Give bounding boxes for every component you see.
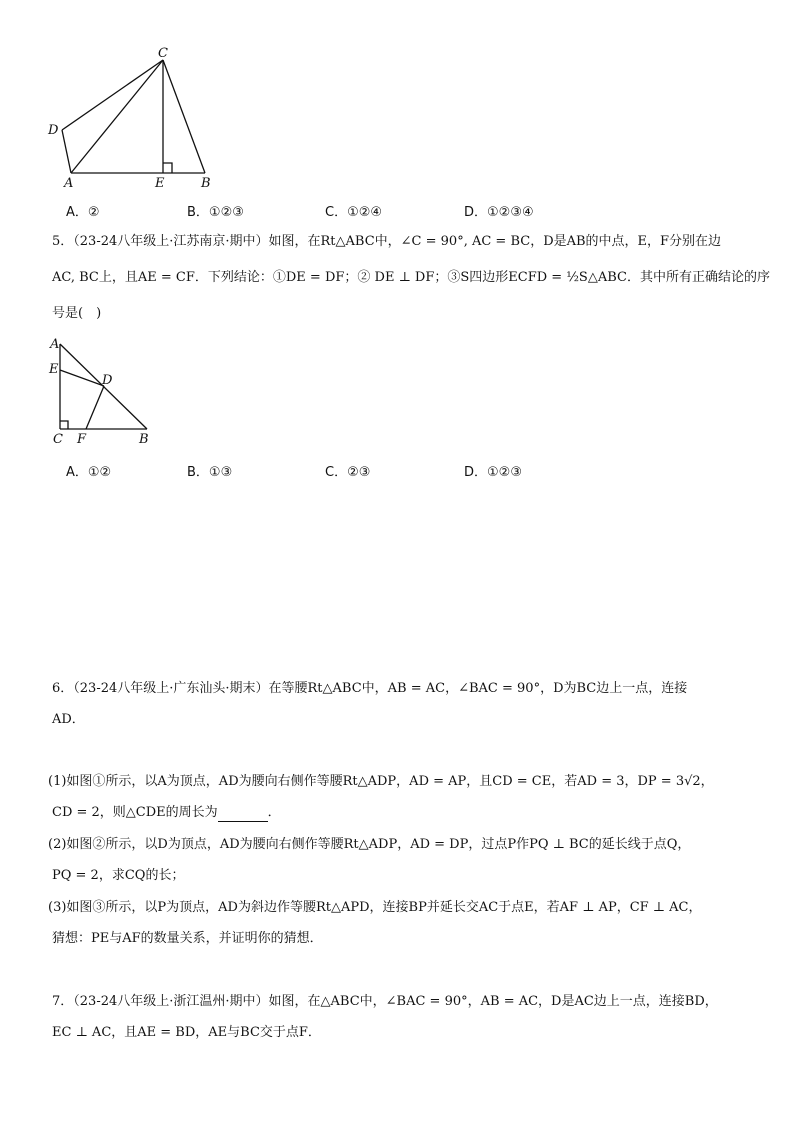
q5-option-c[interactable]: C．②③ — [325, 465, 371, 480]
q7-stem-line1: 7．（23-24八年级上·浙江温州·期中）如图，在△ABC中，∠BAC = 90°，AB = AC，D是AC边上一点，连接BD， — [52, 994, 718, 1009]
label-b: B — [139, 432, 149, 447]
q6-part1-line1: (1)如图①所示，以A为顶点，AD为腰向右侧作等腰Rt△ADP，AD = AP，且CD = CE，若AD = 3，DP = 3√2， — [48, 774, 714, 789]
q6-part1-line2: CD = 2，则△CDE的周长为 ． — [52, 805, 281, 820]
q5-option-a[interactable]: A．①② — [66, 465, 112, 480]
q6-stem-line1: 6．（23-24八年级上·广东汕头·期末）在等腰Rt△ABC中，AB = AC，∠BAC = 90°，D为BC边上一点，连接 — [52, 681, 688, 696]
label-a: A — [64, 176, 74, 191]
label-e: E — [49, 362, 59, 377]
q5-option-b[interactable]: B．①③ — [187, 465, 233, 480]
q6-part2-line2: PQ = 2，求CQ的长； — [52, 868, 185, 883]
q5-stem-line3: 号是( ) — [52, 306, 102, 321]
segment-ac — [71, 60, 163, 173]
q6-stem-line2: AD． — [52, 712, 85, 727]
segment-cb — [163, 60, 205, 173]
segment-dc — [62, 60, 163, 130]
segment-da — [62, 130, 71, 173]
q5-stem-line2: AC, BC上，且AE = CF．下列结论：①DE = DF；② DE ⊥ DF；③S四边形ECFD = ½S△ABC．其中所有正确结论的序 — [52, 270, 770, 285]
label-a: A — [50, 337, 60, 352]
label-d: D — [48, 123, 59, 138]
label-d: D — [102, 373, 113, 388]
right-angle-mark — [163, 163, 172, 173]
label-f: F — [77, 432, 87, 447]
q4-option-a[interactable]: A．② — [66, 205, 100, 220]
q4-option-b[interactable]: B．①②③ — [187, 205, 244, 220]
q5-stem-line1: 5．（23-24八年级上·江苏南京·期中）如图，在Rt△ABC中，∠C = 90°, AC = BC，D是AB的中点，E，F分别在边 — [52, 234, 722, 249]
figure-quadrilateral-acbd — [40, 44, 230, 194]
q6-part3-line1: (3)如图③所示，以P为顶点，AD为斜边作等腰Rt△APD，连接BP并延长交AC于点E，若AF ⊥ AP，CF ⊥ AC， — [48, 900, 702, 915]
label-c: C — [53, 432, 63, 447]
label-e: E — [155, 176, 165, 191]
q5-option-d[interactable]: D．①②③ — [464, 465, 522, 480]
segment-df — [86, 386, 104, 429]
label-b: B — [201, 176, 211, 191]
q6-part2-line1: (2)如图②所示，以D为顶点，AD为腰向右侧作等腰Rt△ADP，AD = DP，过点P作PQ ⊥ BC的延长线于点Q， — [48, 837, 691, 852]
q4-option-c[interactable]: C．①②④ — [325, 205, 383, 220]
q7-stem-line2: EC ⊥ AC，且AE = BD，AE与BC交于点F． — [52, 1025, 321, 1040]
segment-ed — [60, 370, 104, 386]
right-angle-mark — [60, 421, 68, 429]
q4-option-d[interactable]: D．①②③④ — [464, 205, 534, 220]
answer-blank[interactable] — [218, 809, 268, 822]
q6-part1-text: CD = 2，则△CDE的周长为 — [52, 805, 218, 820]
figure-right-triangle-abc — [40, 334, 170, 452]
q6-part3-line2: 猜想：PE与AF的数量关系，并证明你的猜想． — [52, 931, 323, 946]
label-c: C — [158, 46, 168, 61]
